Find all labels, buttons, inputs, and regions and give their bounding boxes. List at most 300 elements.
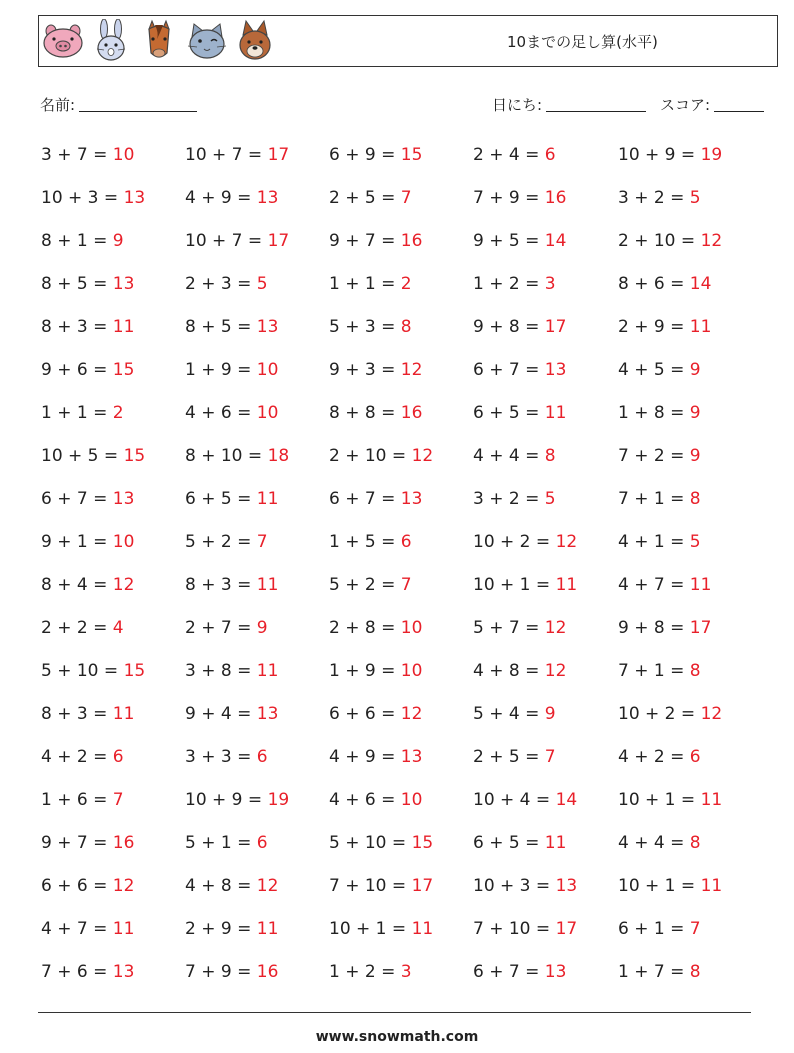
problem-question: 10 + 3 =	[41, 188, 119, 208]
problem-item	[41, 527, 134, 557]
problem-answer: 6	[689, 747, 701, 767]
problem-answer: 7	[256, 532, 268, 552]
problem-answer: 8	[689, 489, 701, 509]
problem-item	[41, 785, 124, 815]
problem-question: 2 + 8 =	[329, 618, 396, 638]
problem-answer: 18	[267, 446, 290, 466]
problem-item	[473, 312, 566, 342]
worksheet-header	[38, 15, 778, 67]
problem-answer: 17	[689, 618, 712, 638]
problem-answer: 11	[256, 575, 279, 595]
problem-question: 10 + 1 =	[618, 790, 696, 810]
problem-item	[618, 355, 701, 385]
problem-item	[329, 484, 422, 514]
problem-answer: 13	[544, 360, 567, 380]
problem-item	[618, 527, 701, 557]
problem-item	[185, 828, 268, 858]
problem-question: 6 + 5 =	[473, 403, 540, 423]
problem-question: 6 + 6 =	[41, 876, 108, 896]
problem-question: 10 + 7 =	[185, 231, 263, 251]
problem-item	[618, 484, 701, 514]
problem-item	[473, 914, 577, 944]
problem-item	[473, 570, 577, 600]
problem-item	[185, 656, 278, 686]
problem-item	[41, 656, 145, 686]
problem-question: 1 + 8 =	[618, 403, 685, 423]
problem-answer: 14	[544, 231, 567, 251]
problem-answer: 7	[400, 188, 412, 208]
problem-item	[618, 785, 722, 815]
problem-question: 10 + 2 =	[473, 532, 551, 552]
problem-question: 1 + 1 =	[41, 403, 108, 423]
problem-item	[618, 914, 701, 944]
problem-item	[41, 226, 124, 256]
problem-question: 5 + 4 =	[473, 704, 540, 724]
problem-item	[618, 226, 722, 256]
problem-answer: 13	[123, 188, 146, 208]
date-label: 日にち:	[492, 96, 543, 114]
problem-question: 10 + 4 =	[473, 790, 551, 810]
problem-answer: 13	[400, 747, 423, 767]
problem-answer: 11	[112, 317, 135, 337]
problem-answer: 3	[400, 962, 412, 982]
problem-answer: 13	[555, 876, 578, 896]
problem-question: 6 + 9 =	[329, 145, 396, 165]
problem-question: 8 + 5 =	[41, 274, 108, 294]
problem-question: 3 + 2 =	[618, 188, 685, 208]
problem-answer: 12	[256, 876, 279, 896]
problem-item	[41, 871, 134, 901]
problem-item	[185, 871, 278, 901]
problem-question: 1 + 2 =	[329, 962, 396, 982]
problem-question: 1 + 1 =	[329, 274, 396, 294]
problem-item	[329, 355, 422, 385]
problem-answer: 15	[123, 446, 146, 466]
problem-item	[473, 957, 566, 987]
problem-question: 9 + 1 =	[41, 532, 108, 552]
problem-item	[329, 312, 412, 342]
problem-grid	[41, 140, 761, 1000]
problem-item	[329, 140, 422, 170]
problem-answer: 11	[544, 403, 567, 423]
problem-question: 7 + 6 =	[41, 962, 108, 982]
problem-item	[185, 699, 278, 729]
problem-question: 9 + 4 =	[185, 704, 252, 724]
problem-answer: 15	[123, 661, 146, 681]
problem-item	[618, 742, 701, 772]
problem-question: 8 + 6 =	[618, 274, 685, 294]
problem-question: 2 + 3 =	[185, 274, 252, 294]
problem-answer: 10	[256, 360, 279, 380]
problem-answer: 13	[256, 188, 279, 208]
problem-question: 2 + 10 =	[329, 446, 407, 466]
problem-answer: 9	[544, 704, 556, 724]
problem-question: 4 + 7 =	[618, 575, 685, 595]
problem-answer: 17	[267, 231, 290, 251]
problem-answer: 7	[689, 919, 701, 939]
problem-answer: 9	[256, 618, 268, 638]
problem-question: 7 + 10 =	[329, 876, 407, 896]
problem-item	[618, 441, 701, 471]
problem-answer: 11	[256, 489, 279, 509]
problem-item	[185, 226, 289, 256]
problem-answer: 10	[400, 661, 423, 681]
problem-question: 7 + 10 =	[473, 919, 551, 939]
problem-item	[473, 656, 566, 686]
problem-item	[329, 914, 433, 944]
problem-question: 9 + 7 =	[329, 231, 396, 251]
problem-item	[329, 957, 412, 987]
score-field	[660, 94, 764, 115]
problem-answer: 2	[112, 403, 124, 423]
problem-item	[41, 355, 134, 385]
problem-item	[185, 527, 268, 557]
problem-item	[41, 957, 134, 987]
problem-answer: 5	[544, 489, 556, 509]
problem-answer: 5	[256, 274, 268, 294]
problem-question: 4 + 9 =	[329, 747, 396, 767]
problem-item	[329, 441, 433, 471]
problem-answer: 6	[112, 747, 124, 767]
date-field	[492, 94, 646, 115]
problem-item	[618, 570, 711, 600]
problem-answer: 16	[544, 188, 567, 208]
problem-item	[41, 914, 134, 944]
problem-question: 7 + 1 =	[618, 661, 685, 681]
problem-answer: 13	[256, 317, 279, 337]
problem-item	[618, 613, 711, 643]
problem-question: 7 + 9 =	[473, 188, 540, 208]
problem-item	[473, 785, 577, 815]
problem-item	[473, 613, 566, 643]
problem-answer: 8	[544, 446, 556, 466]
problem-question: 10 + 9 =	[185, 790, 263, 810]
problem-answer: 9	[689, 403, 701, 423]
problem-answer: 8	[689, 833, 701, 853]
problem-item	[329, 183, 412, 213]
problem-answer: 15	[400, 145, 423, 165]
problem-answer: 5	[689, 188, 701, 208]
problem-answer: 6	[400, 532, 412, 552]
problem-answer: 11	[700, 876, 723, 896]
problem-question: 8 + 3 =	[185, 575, 252, 595]
problem-question: 1 + 6 =	[41, 790, 108, 810]
problem-answer: 11	[256, 661, 279, 681]
problem-question: 10 + 5 =	[41, 446, 119, 466]
problem-item	[41, 828, 134, 858]
problem-answer: 17	[267, 145, 290, 165]
problem-question: 9 + 8 =	[618, 618, 685, 638]
problem-question: 5 + 2 =	[185, 532, 252, 552]
problem-question: 2 + 7 =	[185, 618, 252, 638]
problem-question: 6 + 5 =	[185, 489, 252, 509]
problem-question: 1 + 9 =	[329, 661, 396, 681]
problem-item	[185, 441, 289, 471]
problem-answer: 6	[256, 747, 268, 767]
problem-question: 9 + 6 =	[41, 360, 108, 380]
problem-item	[473, 871, 577, 901]
problem-answer: 17	[544, 317, 567, 337]
problem-item	[473, 269, 556, 299]
problem-question: 4 + 2 =	[618, 747, 685, 767]
problem-question: 4 + 7 =	[41, 919, 108, 939]
problem-answer: 13	[544, 962, 567, 982]
problem-item	[41, 570, 134, 600]
problem-item	[329, 613, 422, 643]
problem-question: 7 + 2 =	[618, 446, 685, 466]
problem-question: 5 + 10 =	[329, 833, 407, 853]
problem-item	[473, 699, 556, 729]
score-label: スコア:	[660, 96, 711, 114]
problem-item	[41, 140, 134, 170]
problem-question: 4 + 4 =	[618, 833, 685, 853]
problem-question: 8 + 8 =	[329, 403, 396, 423]
problem-item	[185, 269, 268, 299]
problem-answer: 6	[544, 145, 556, 165]
problem-question: 9 + 8 =	[473, 317, 540, 337]
problem-answer: 16	[400, 403, 423, 423]
problem-question: 5 + 3 =	[329, 317, 396, 337]
dog-icon	[233, 19, 277, 63]
problem-question: 8 + 3 =	[41, 704, 108, 724]
problem-item	[185, 914, 278, 944]
problem-question: 4 + 9 =	[185, 188, 252, 208]
problem-answer: 7	[400, 575, 412, 595]
problem-answer: 19	[700, 145, 723, 165]
rabbit-icon	[89, 19, 133, 63]
problem-answer: 15	[411, 833, 434, 853]
problem-question: 9 + 5 =	[473, 231, 540, 251]
problem-answer: 6	[256, 833, 268, 853]
problem-answer: 16	[400, 231, 423, 251]
problem-item	[185, 355, 278, 385]
problem-question: 8 + 3 =	[41, 317, 108, 337]
footer-divider	[38, 1012, 751, 1013]
problem-answer: 14	[555, 790, 578, 810]
problem-question: 4 + 6 =	[185, 403, 252, 423]
problem-question: 4 + 6 =	[329, 790, 396, 810]
pig-icon	[41, 19, 85, 63]
problem-answer: 11	[555, 575, 578, 595]
problem-item	[185, 484, 278, 514]
problem-question: 5 + 10 =	[41, 661, 119, 681]
problem-question: 10 + 1 =	[618, 876, 696, 896]
problem-question: 10 + 7 =	[185, 145, 263, 165]
problem-item	[41, 613, 124, 643]
problem-item	[618, 957, 701, 987]
problem-item	[185, 183, 278, 213]
problem-item	[473, 527, 577, 557]
problem-answer: 11	[112, 919, 135, 939]
problem-item	[329, 570, 412, 600]
problem-answer: 19	[267, 790, 290, 810]
problem-question: 3 + 8 =	[185, 661, 252, 681]
problem-item	[618, 140, 722, 170]
problem-answer: 10	[112, 145, 135, 165]
problem-item	[473, 828, 566, 858]
problem-item	[185, 613, 268, 643]
problem-question: 1 + 2 =	[473, 274, 540, 294]
problem-item	[618, 183, 701, 213]
problem-question: 10 + 2 =	[618, 704, 696, 724]
problem-answer: 10	[400, 790, 423, 810]
problem-item	[185, 398, 278, 428]
problem-answer: 14	[689, 274, 712, 294]
problem-item	[618, 871, 722, 901]
problem-item	[473, 441, 556, 471]
problem-answer: 11	[689, 575, 712, 595]
problem-answer: 9	[112, 231, 124, 251]
problem-item	[329, 699, 422, 729]
problem-question: 2 + 4 =	[473, 145, 540, 165]
problem-answer: 11	[689, 317, 712, 337]
score-blank[interactable]	[714, 97, 764, 112]
problem-item	[329, 398, 422, 428]
problem-answer: 17	[555, 919, 578, 939]
problem-answer: 12	[400, 704, 423, 724]
problem-answer: 11	[411, 919, 434, 939]
problem-answer: 15	[112, 360, 135, 380]
problem-question: 2 + 9 =	[185, 919, 252, 939]
name-label: 名前:	[40, 96, 76, 114]
problem-item	[473, 484, 556, 514]
problem-answer: 12	[700, 231, 723, 251]
problem-answer: 3	[544, 274, 556, 294]
problem-question: 10 + 9 =	[618, 145, 696, 165]
problem-answer: 13	[256, 704, 279, 724]
problem-answer: 12	[700, 704, 723, 724]
problem-question: 8 + 5 =	[185, 317, 252, 337]
problem-question: 10 + 1 =	[473, 575, 551, 595]
problem-item	[329, 742, 422, 772]
problem-item	[185, 742, 268, 772]
problem-question: 2 + 5 =	[473, 747, 540, 767]
problem-item	[185, 957, 278, 987]
problem-question: 1 + 5 =	[329, 532, 396, 552]
problem-answer: 8	[400, 317, 412, 337]
problem-item	[329, 527, 412, 557]
problem-question: 5 + 7 =	[473, 618, 540, 638]
problem-question: 4 + 8 =	[185, 876, 252, 896]
problem-question: 2 + 5 =	[329, 188, 396, 208]
problem-answer: 12	[411, 446, 434, 466]
problem-question: 8 + 10 =	[185, 446, 263, 466]
problem-question: 6 + 7 =	[473, 360, 540, 380]
problem-question: 7 + 9 =	[185, 962, 252, 982]
problem-item	[41, 269, 134, 299]
problem-answer: 11	[544, 833, 567, 853]
problem-question: 5 + 2 =	[329, 575, 396, 595]
problem-item	[329, 828, 433, 858]
problem-answer: 10	[400, 618, 423, 638]
problem-question: 4 + 2 =	[41, 747, 108, 767]
problem-answer: 8	[689, 661, 701, 681]
problem-question: 7 + 1 =	[618, 489, 685, 509]
problem-item	[41, 183, 145, 213]
problem-question: 4 + 1 =	[618, 532, 685, 552]
problem-item	[618, 312, 711, 342]
problem-answer: 7	[112, 790, 124, 810]
problem-question: 3 + 3 =	[185, 747, 252, 767]
date-blank[interactable]	[546, 97, 646, 112]
problem-question: 2 + 10 =	[618, 231, 696, 251]
problem-item	[185, 570, 278, 600]
page-title: 10までの足し算(水平)	[507, 33, 658, 51]
problem-item	[185, 312, 278, 342]
problem-answer: 9	[689, 360, 701, 380]
problem-question: 9 + 3 =	[329, 360, 396, 380]
problem-item	[618, 398, 701, 428]
problem-item	[41, 398, 124, 428]
problem-item	[329, 656, 422, 686]
problem-answer: 16	[112, 833, 135, 853]
problem-item	[618, 699, 722, 729]
problem-question: 6 + 7 =	[473, 962, 540, 982]
problem-question: 2 + 2 =	[41, 618, 108, 638]
problem-question: 4 + 4 =	[473, 446, 540, 466]
problem-item	[618, 269, 711, 299]
problem-item	[618, 828, 701, 858]
problem-question: 8 + 1 =	[41, 231, 108, 251]
problem-item	[41, 441, 145, 471]
problem-answer: 9	[689, 446, 701, 466]
problem-item	[473, 183, 566, 213]
problem-question: 3 + 2 =	[473, 489, 540, 509]
problem-item	[473, 226, 566, 256]
problem-item	[618, 656, 701, 686]
problem-item	[329, 871, 433, 901]
name-field	[40, 94, 197, 115]
problem-answer: 11	[700, 790, 723, 810]
problem-answer: 16	[256, 962, 279, 982]
problem-question: 1 + 9 =	[185, 360, 252, 380]
name-blank[interactable]	[79, 97, 197, 112]
cat-icon	[185, 19, 229, 63]
problem-answer: 8	[689, 962, 701, 982]
problem-answer: 13	[112, 489, 135, 509]
problem-answer: 7	[544, 747, 556, 767]
problem-answer: 11	[112, 704, 135, 724]
problem-answer: 12	[400, 360, 423, 380]
problem-answer: 2	[400, 274, 412, 294]
problem-answer: 4	[112, 618, 124, 638]
problem-question: 1 + 7 =	[618, 962, 685, 982]
problem-question: 9 + 7 =	[41, 833, 108, 853]
problem-question: 8 + 4 =	[41, 575, 108, 595]
problem-item	[185, 140, 289, 170]
problem-answer: 11	[256, 919, 279, 939]
problem-answer: 10	[256, 403, 279, 423]
problem-item	[41, 699, 134, 729]
problem-answer: 12	[544, 618, 567, 638]
problem-answer: 13	[112, 274, 135, 294]
problem-question: 6 + 1 =	[618, 919, 685, 939]
problem-question: 2 + 9 =	[618, 317, 685, 337]
problem-question: 4 + 5 =	[618, 360, 685, 380]
footer-url: www.snowmath.com	[315, 1029, 479, 1045]
problem-question: 10 + 1 =	[329, 919, 407, 939]
problem-question: 3 + 7 =	[41, 145, 108, 165]
problem-answer: 5	[689, 532, 701, 552]
problem-question: 6 + 5 =	[473, 833, 540, 853]
problem-answer: 13	[112, 962, 135, 982]
problem-question: 10 + 3 =	[473, 876, 551, 896]
problem-item	[473, 140, 556, 170]
problem-answer: 12	[555, 532, 578, 552]
problem-item	[41, 742, 124, 772]
problem-question: 4 + 8 =	[473, 661, 540, 681]
problem-item	[329, 269, 412, 299]
